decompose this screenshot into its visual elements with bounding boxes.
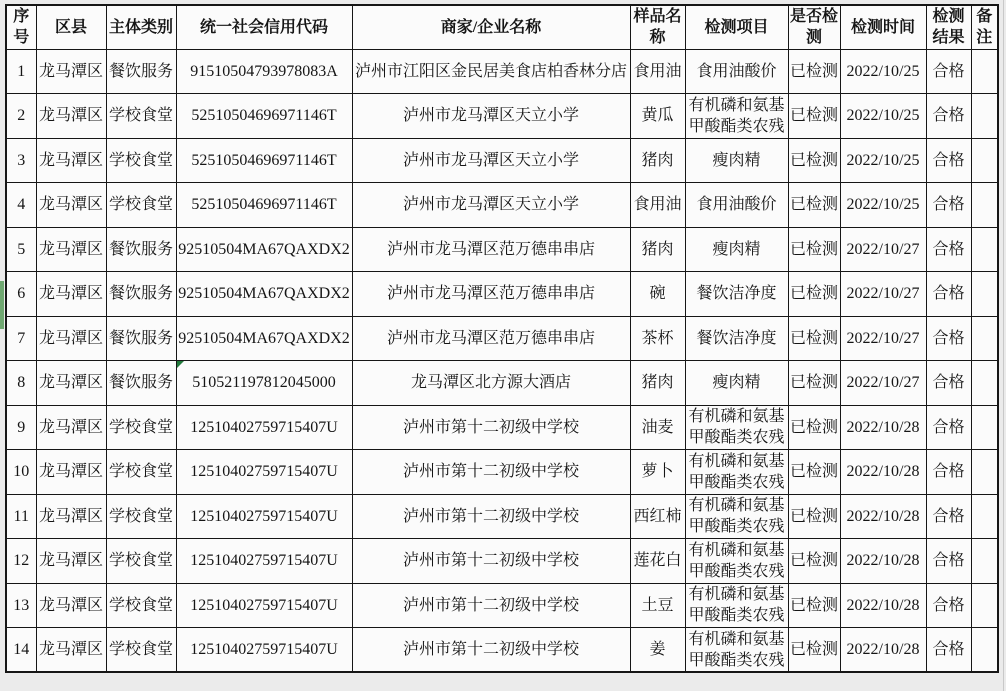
table-row — [6, 583, 998, 628]
column-header: 检测时间 — [840, 5, 926, 49]
table-cell: 2022/10/27 — [840, 316, 926, 361]
header-row — [6, 5, 998, 49]
table-cell: 2022/10/27 — [840, 361, 926, 406]
table-cell: 学校食堂 — [106, 539, 176, 584]
table-cell: 已检测 — [788, 539, 840, 584]
table-cell: 学校食堂 — [106, 450, 176, 495]
table-cell: 泸州市龙马潭区范万德串串店 — [352, 316, 630, 361]
table-cell: 已检测 — [788, 405, 840, 450]
table-cell: 2 — [6, 94, 36, 139]
table-cell: 泸州市龙马潭区天立小学 — [352, 183, 630, 228]
table-cell: 龙马潭区 — [36, 138, 106, 183]
table-cell: 有机磷和氨基甲酸酯类农残 — [685, 405, 788, 450]
table-cell: 碗 — [630, 272, 685, 317]
table-cell: 2022/10/27 — [840, 272, 926, 317]
table-cell: 餐饮洁净度 — [685, 272, 788, 317]
table-cell: 已检测 — [788, 583, 840, 628]
table-cell: 有机磷和氨基甲酸酯类农残 — [685, 94, 788, 139]
table-cell: 合格 — [926, 183, 971, 228]
table-cell: 龙马潭区 — [36, 49, 106, 94]
table-cell: 2022/10/28 — [840, 450, 926, 495]
table-cell: 龙马潭区 — [36, 405, 106, 450]
table-cell: 龙马潭区 — [36, 227, 106, 272]
selected-row-indicator — [0, 281, 4, 329]
table-cell: 合格 — [926, 361, 971, 406]
table-cell: 学校食堂 — [106, 628, 176, 673]
table-cell — [971, 227, 998, 272]
table-cell: 学校食堂 — [106, 494, 176, 539]
table-cell: 合格 — [926, 583, 971, 628]
table-cell: 52510504696971146T — [176, 138, 352, 183]
table-cell: 已检测 — [788, 227, 840, 272]
table-cell: 已检测 — [788, 272, 840, 317]
table-cell: 猪肉 — [630, 227, 685, 272]
table-cell: 学校食堂 — [106, 583, 176, 628]
table-cell: 已检测 — [788, 138, 840, 183]
table-cell: 9 — [6, 405, 36, 450]
table-cell: 12510402759715407U — [176, 405, 352, 450]
table-cell: 2022/10/25 — [840, 94, 926, 139]
table-cell: 1 — [6, 49, 36, 94]
table-cell: 餐饮服务 — [106, 49, 176, 94]
table-cell — [971, 361, 998, 406]
table-cell: 3 — [6, 138, 36, 183]
table-row — [6, 49, 998, 94]
table-cell: 2022/10/28 — [840, 539, 926, 584]
table-cell: 餐饮服务 — [106, 316, 176, 361]
table-cell: 泸州市第十二初级中学校 — [352, 405, 630, 450]
column-header: 检测项目 — [685, 5, 788, 49]
table-cell: 龙马潭区 — [36, 539, 106, 584]
table-cell: 餐饮服务 — [106, 272, 176, 317]
table-cell: 2022/10/28 — [840, 628, 926, 673]
table-cell: 食用油酸价 — [685, 49, 788, 94]
table-cell: 4 — [6, 183, 36, 228]
table-cell: 已检测 — [788, 94, 840, 139]
table-cell: 已检测 — [788, 49, 840, 94]
table-cell: 学校食堂 — [106, 138, 176, 183]
table-cell: 油麦 — [630, 405, 685, 450]
table-cell: 已检测 — [788, 494, 840, 539]
table-cell: 92510504MA67QAXDX2 — [176, 227, 352, 272]
table-cell: 龙马潭区北方源大酒店 — [352, 361, 630, 406]
table-cell — [971, 138, 998, 183]
table-cell: 餐饮服务 — [106, 361, 176, 406]
table-cell: 2022/10/27 — [840, 227, 926, 272]
table-cell: 5 — [6, 227, 36, 272]
table-cell: 土豆 — [630, 583, 685, 628]
table-cell: 泸州市龙马潭区天立小学 — [352, 138, 630, 183]
table-row — [6, 272, 998, 317]
column-header: 样品名称 — [630, 5, 685, 49]
table-cell: 11 — [6, 494, 36, 539]
table-cell: 有机磷和氨基甲酸酯类农残 — [685, 583, 788, 628]
table-cell: 12510402759715407U — [176, 450, 352, 495]
table-cell — [971, 539, 998, 584]
table-cell: 猪肉 — [630, 361, 685, 406]
table-cell: 有机磷和氨基甲酸酯类农残 — [685, 450, 788, 495]
table-cell: 12510402759715407U — [176, 539, 352, 584]
table-cell: 12510402759715407U — [176, 494, 352, 539]
table-cell: 2022/10/28 — [840, 405, 926, 450]
table-cell: 学校食堂 — [106, 183, 176, 228]
table-cell: 6 — [6, 272, 36, 317]
table-cell: 已检测 — [788, 361, 840, 406]
table-cell: 龙马潭区 — [36, 361, 106, 406]
table-cell: 92510504MA67QAXDX2 — [176, 272, 352, 317]
table-cell: 52510504696971146T — [176, 183, 352, 228]
table-cell — [971, 272, 998, 317]
table-cell: 泸州市第十二初级中学校 — [352, 494, 630, 539]
table-cell: 食用油 — [630, 183, 685, 228]
table-cell: 瘦肉精 — [685, 361, 788, 406]
table-cell: 合格 — [926, 227, 971, 272]
table-cell: 龙马潭区 — [36, 628, 106, 673]
table-cell: 52510504696971146T — [176, 94, 352, 139]
table-cell: 学校食堂 — [106, 94, 176, 139]
table-cell: 泸州市第十二初级中学校 — [352, 539, 630, 584]
table-cell — [971, 405, 998, 450]
table-cell: 姜 — [630, 628, 685, 673]
table-cell: 有机磷和氨基甲酸酯类农残 — [685, 539, 788, 584]
table-cell: 茶杯 — [630, 316, 685, 361]
table-cell — [971, 494, 998, 539]
table-row — [6, 628, 998, 673]
table-cell: 7 — [6, 316, 36, 361]
table-cell: 泸州市第十二初级中学校 — [352, 583, 630, 628]
table-cell: 合格 — [926, 450, 971, 495]
table-cell: 合格 — [926, 494, 971, 539]
table-cell: 2022/10/25 — [840, 183, 926, 228]
column-header: 商家/企业名称 — [352, 5, 630, 49]
table-row — [6, 227, 998, 272]
table-cell: 合格 — [926, 94, 971, 139]
table-cell: 合格 — [926, 628, 971, 673]
table-cell: 西红柿 — [630, 494, 685, 539]
table-cell: 餐饮服务 — [106, 227, 176, 272]
table-cell — [971, 628, 998, 673]
table-cell: 510521197812045000 — [176, 361, 352, 406]
table-cell — [971, 316, 998, 361]
table-cell: 12 — [6, 539, 36, 584]
table-cell: 91510504793978083A — [176, 49, 352, 94]
table-row — [6, 138, 998, 183]
table-cell: 食用油酸价 — [685, 183, 788, 228]
column-header: 备注 — [971, 5, 998, 49]
table-cell: 食用油 — [630, 49, 685, 94]
column-header: 主体类别 — [106, 5, 176, 49]
table-cell: 泸州市第十二初级中学校 — [352, 450, 630, 495]
table-cell: 瘦肉精 — [685, 138, 788, 183]
table-cell: 龙马潭区 — [36, 316, 106, 361]
table-cell: 已检测 — [788, 628, 840, 673]
table-cell: 已检测 — [788, 183, 840, 228]
table-cell: 12510402759715407U — [176, 628, 352, 673]
table-cell: 合格 — [926, 405, 971, 450]
table-cell: 合格 — [926, 49, 971, 94]
table-cell: 猪肉 — [630, 138, 685, 183]
table-cell: 萝卜 — [630, 450, 685, 495]
table-cell: 2022/10/25 — [840, 138, 926, 183]
table-cell: 莲花白 — [630, 539, 685, 584]
sheet-gridline — [1003, 0, 1004, 691]
table-row — [6, 94, 998, 139]
table-cell — [971, 450, 998, 495]
table-cell: 龙马潭区 — [36, 94, 106, 139]
table-cell: 13 — [6, 583, 36, 628]
table-cell: 合格 — [926, 272, 971, 317]
text-format-indicator-icon — [177, 361, 184, 368]
table-cell: 泸州市江阳区金民居美食店柏香林分店 — [352, 49, 630, 94]
table-cell: 泸州市龙马潭区范万德串串店 — [352, 272, 630, 317]
table-cell: 2022/10/28 — [840, 583, 926, 628]
table-cell: 餐饮洁净度 — [685, 316, 788, 361]
inspection-results-table — [5, 4, 999, 673]
table-row — [6, 183, 998, 228]
table-row — [6, 539, 998, 584]
column-header: 检测结果 — [926, 5, 971, 49]
table-cell — [971, 94, 998, 139]
table-cell: 泸州市龙马潭区范万德串串店 — [352, 227, 630, 272]
table-cell: 龙马潭区 — [36, 183, 106, 228]
table-cell: 合格 — [926, 316, 971, 361]
table-cell: 8 — [6, 361, 36, 406]
table-cell: 2022/10/28 — [840, 494, 926, 539]
table-cell — [971, 583, 998, 628]
table-cell: 黄瓜 — [630, 94, 685, 139]
table-cell: 14 — [6, 628, 36, 673]
table-cell — [971, 49, 998, 94]
table-cell: 合格 — [926, 539, 971, 584]
table-cell: 已检测 — [788, 450, 840, 495]
table-cell: 龙马潭区 — [36, 494, 106, 539]
table-cell: 瘦肉精 — [685, 227, 788, 272]
column-header: 序号 — [6, 5, 36, 49]
table-cell: 有机磷和氨基甲酸酯类农残 — [685, 494, 788, 539]
table-row — [6, 450, 998, 495]
table-cell: 龙马潭区 — [36, 272, 106, 317]
column-header: 是否检测 — [788, 5, 840, 49]
column-header: 统一社会信用代码 — [176, 5, 352, 49]
table-row — [6, 361, 998, 406]
table-cell: 学校食堂 — [106, 405, 176, 450]
table-cell: 2022/10/25 — [840, 49, 926, 94]
table-cell: 泸州市龙马潭区天立小学 — [352, 94, 630, 139]
table-cell — [971, 183, 998, 228]
table-row — [6, 494, 998, 539]
table-cell: 10 — [6, 450, 36, 495]
table-cell: 龙马潭区 — [36, 583, 106, 628]
table-row — [6, 316, 998, 361]
table-cell: 龙马潭区 — [36, 450, 106, 495]
table-cell: 92510504MA67QAXDX2 — [176, 316, 352, 361]
table-cell: 有机磷和氨基甲酸酯类农残 — [685, 628, 788, 673]
table-cell: 已检测 — [788, 316, 840, 361]
table-row — [6, 405, 998, 450]
column-header: 区县 — [36, 5, 106, 49]
table-cell: 12510402759715407U — [176, 583, 352, 628]
table-cell: 合格 — [926, 138, 971, 183]
table-cell: 泸州市第十二初级中学校 — [352, 628, 630, 673]
